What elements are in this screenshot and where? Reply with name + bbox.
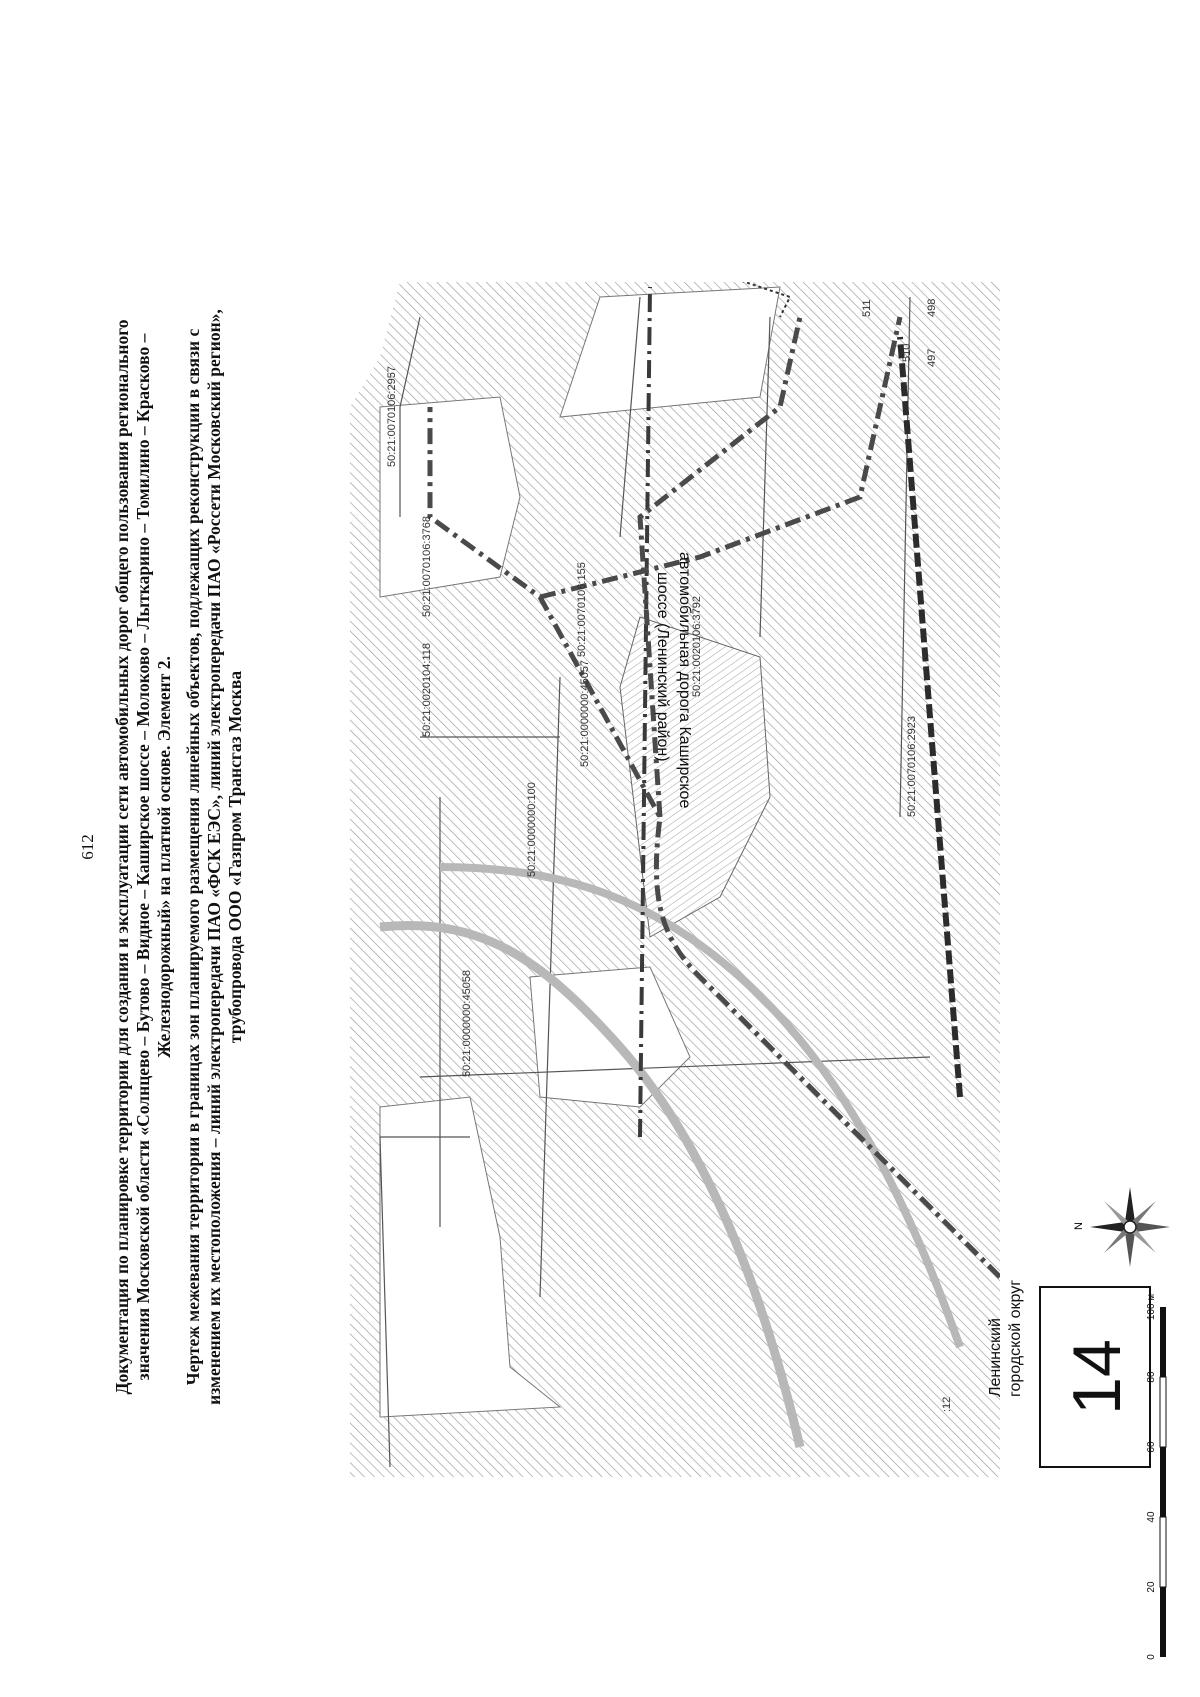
parcel-label: 510 xyxy=(901,343,913,362)
svg-text:городской округ: городской округ xyxy=(1007,1279,1024,1397)
scale-tick-label: 60 xyxy=(1146,1441,1157,1453)
parcel-label: 497 xyxy=(926,348,938,367)
sheet-number-box xyxy=(1040,1287,1150,1467)
scale-tick-label: 0 xyxy=(1146,1654,1157,1660)
title-line: Железнодорожный» на платной основе. Элемент 2. xyxy=(154,656,174,1058)
parcel-label: :12 xyxy=(941,1396,953,1412)
scale-tick-label: 20 xyxy=(1146,1581,1157,1593)
svg-text:шоссе (Ленинский район): шоссе (Ленинский район) xyxy=(654,572,671,762)
parcel-label: 50:21:0020106:3792 xyxy=(691,596,703,697)
scale-tick-label: 100 м xyxy=(1146,1293,1157,1321)
parcel-label: 511 xyxy=(861,299,873,317)
parcel-label: 50:21:0070106:155 xyxy=(576,562,588,657)
parcel-label: 50:21:0070106:3768 xyxy=(421,516,433,617)
parcel-label: 498 xyxy=(926,298,938,317)
scale-tick-label: 80 xyxy=(1146,1371,1157,1383)
title-line: Чертеж межевания территории в границах зон планируемого размещения линейных объектов, подлежащих реконструкции в связи с xyxy=(183,328,203,1386)
page-number: 612 xyxy=(78,834,97,860)
compass-icon xyxy=(1073,1187,1170,1267)
parcel-label: 50:21:0000000:100 xyxy=(526,782,538,877)
parcel-label: 50:21:0020104:118 xyxy=(421,643,433,737)
title-line: трубопровода ООО «Газпром Трансгаз Москва xyxy=(225,670,245,1044)
parcel-label: 50:21:0000000:45058 xyxy=(461,969,473,1077)
map-area xyxy=(350,277,1010,1477)
svg-text:автомобильная дорога Каширское: автомобильная дорога Каширское xyxy=(676,552,693,809)
parcel-label: 50:21:0070106:2923 xyxy=(906,716,918,817)
title-line: Документация по планировке территории для создания и эксплуатации сети автомобильных дорог общего пользования регионального xyxy=(112,319,132,1395)
title-line: изменением их местоположения – линий электропередачи ПАО «ФСК ЕЭС», линий электропередачи ПАО «Россети Московский регион», xyxy=(204,309,224,1405)
svg-text:Ленинский: Ленинский xyxy=(987,1318,1004,1397)
scale-tick-label: 40 xyxy=(1146,1511,1157,1523)
sheet-number: 14 xyxy=(1059,1339,1135,1415)
title-line: значения Московской области «Солнцево – Бутово – Видное – Каширское шоссе – Молоково – Лыткарино – Томилино – Красково – xyxy=(133,333,153,1381)
parcel-label: 50:21:0000000:45057 xyxy=(579,659,591,767)
north-label: N xyxy=(1073,1222,1085,1230)
parcel-label: 50:21:0070106:2957 xyxy=(386,366,398,467)
